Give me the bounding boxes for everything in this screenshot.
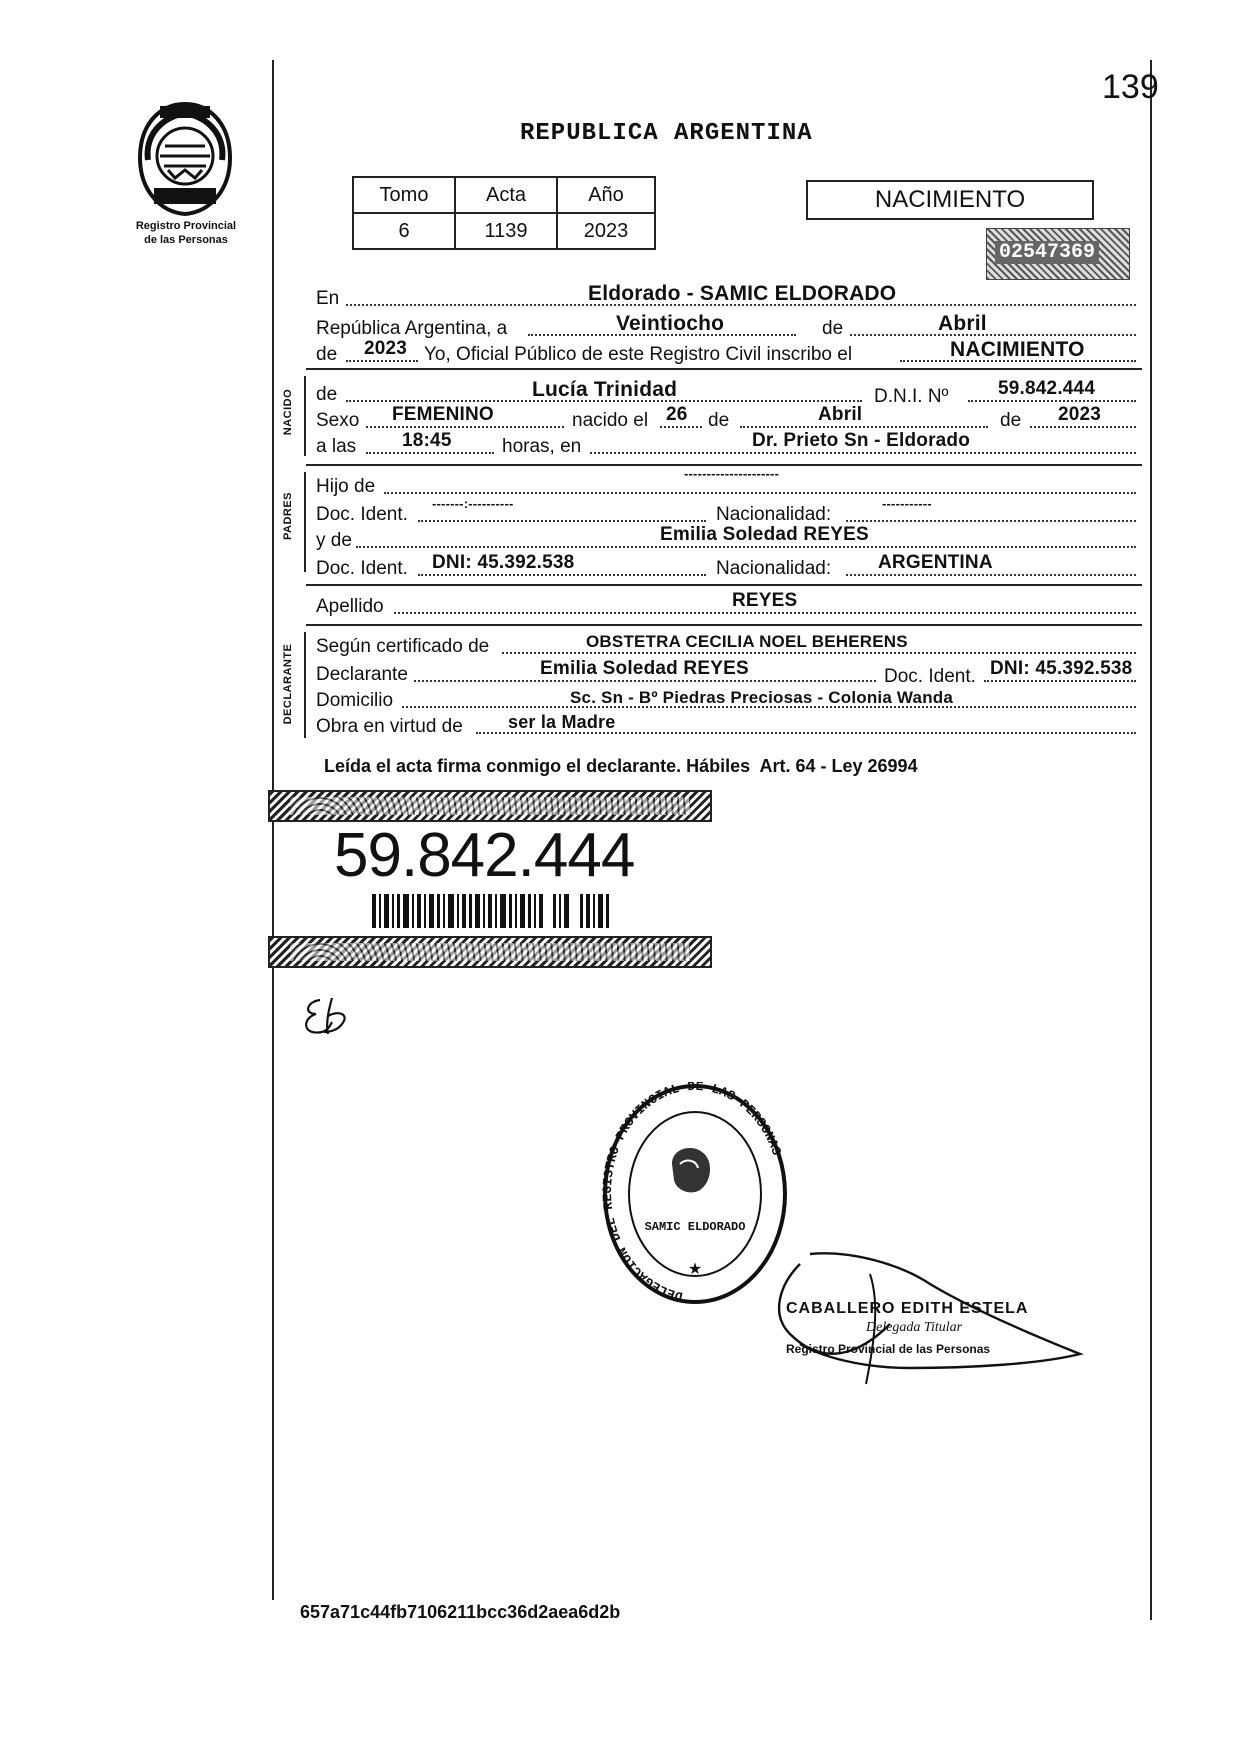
side-label-nacido: NACIDO <box>282 388 294 436</box>
label-sexo: Sexo <box>316 410 360 431</box>
value-padre: --------------------- <box>684 466 780 481</box>
side-label-padres: PADRES <box>282 491 294 541</box>
label-segun: Según certificado de <box>316 636 490 657</box>
document-hash: 657a71c44fb7106211bcc36d2aea6d2b <box>300 1602 621 1622</box>
value-dia-texto: Veintiocho <box>616 312 725 335</box>
value-tomo: 6 <box>353 213 455 249</box>
label-de-mes: de <box>822 318 844 339</box>
value-dni: 59.842.444 <box>998 378 1096 399</box>
left-margin-line <box>272 60 274 1600</box>
label-doc-ident-3: Doc. Ident. <box>884 666 976 687</box>
rule-1 <box>306 368 1142 370</box>
official-title: Delegada Titular <box>866 1320 963 1335</box>
dots-dni <box>968 400 1136 402</box>
label-yo: Yo, Oficial Público de este Registro Civil inscribo el <box>424 344 853 365</box>
value-sexo: FEMENINO <box>392 404 494 425</box>
value-padre-doc: -------:---------- <box>432 496 514 511</box>
right-margin-line <box>1150 60 1152 1620</box>
dni-big: 59.842.444 <box>334 821 635 890</box>
label-en: En <box>316 288 340 309</box>
value-anio: 2023 <box>557 213 655 249</box>
rule-4 <box>306 624 1142 626</box>
value-acta: 1139 <box>455 213 557 249</box>
value-obra: ser la Madre <box>508 712 616 732</box>
dots-hora <box>366 452 494 454</box>
value-madre-nac: ARGENTINA <box>878 552 993 573</box>
label-horas-en: horas, en <box>502 436 582 457</box>
label-hijo-de: Hijo de <box>316 476 376 497</box>
org-name-line1: Registro Provincial <box>135 220 237 232</box>
control-stamp <box>986 228 1130 280</box>
svg-text:SAMIC ELDORADO: SAMIC ELDORADO <box>644 1220 746 1234</box>
control-stamp-number: 02547369 <box>995 241 1099 264</box>
side-label-declarante: DECLARANTE <box>282 643 294 725</box>
dots-anio <box>346 360 418 362</box>
label-doc-ident-2: Doc. Ident. <box>316 558 408 579</box>
dots-mes-nac <box>740 426 988 428</box>
security-band-bottom <box>268 936 712 968</box>
official-name: CABALLERO EDITH ESTELA <box>786 1300 1029 1317</box>
dots-madre-doc <box>418 574 706 576</box>
dots-padre-doc <box>418 520 706 522</box>
header-anio: Año <box>557 177 655 213</box>
official-signature <box>770 1244 1090 1394</box>
barcode <box>372 894 612 928</box>
label-domicilio: Domicilio <box>316 690 394 711</box>
dots-certificado <box>502 652 1136 654</box>
bracket-declarante <box>304 632 306 738</box>
label-nacionalidad-2: Nacionalidad: <box>716 558 832 579</box>
value-certificado: OBSTETRA CECILIA NOEL BEHERENS <box>586 632 908 651</box>
official-seal <box>600 1082 790 1312</box>
footer-note: Leída el acta firma conmigo el declarante. Hábiles Art. 64 - Ley 26994 <box>324 756 918 776</box>
label-nacionalidad-1: Nacionalidad: <box>716 504 832 525</box>
dots-anio-nac <box>1030 426 1136 428</box>
rule-3 <box>306 584 1142 586</box>
label-obra: Obra en virtud de <box>316 716 463 737</box>
value-nombre: Lucía Trinidad <box>532 378 678 401</box>
dots-padre-nac <box>846 520 1136 522</box>
value-lugar-nac: Dr. Prieto Sn - Eldorado <box>752 430 971 451</box>
value-mes: Abril <box>938 312 987 335</box>
dots-declarante <box>414 680 876 682</box>
value-madre-doc: DNI: 45.392.538 <box>432 552 575 573</box>
province-logo <box>130 100 240 218</box>
dots-lugar-nac <box>590 452 1136 454</box>
value-apellido: REYES <box>732 590 798 611</box>
security-band-top <box>268 790 712 822</box>
dots-madre-nac <box>846 574 1136 576</box>
value-anio: 2023 <box>364 338 408 359</box>
initials-signature <box>298 992 358 1042</box>
value-anio-nac: 2023 <box>1058 404 1102 425</box>
dots-declarante-doc <box>984 680 1136 682</box>
label-de-nombre: de <box>316 384 338 405</box>
dots-padre <box>384 492 1136 494</box>
value-padre-nac: ----------- <box>882 496 932 511</box>
official-org: Registro Provincial de las Personas <box>786 1342 991 1356</box>
label-de-anio: de <box>316 344 338 365</box>
header-tomo: Tomo <box>353 177 455 213</box>
svg-text:★: ★ <box>687 1261 703 1278</box>
value-declarante-doc: DNI: 45.392.538 <box>990 658 1133 679</box>
dots-dia-nac <box>660 426 702 428</box>
label-declarante: Declarante <box>316 664 408 685</box>
doc-type-box <box>806 180 1094 220</box>
dots-sexo <box>366 426 564 428</box>
country-title: REPUBLICA ARGENTINA <box>520 120 813 147</box>
value-domicilio: Sc. Sn - Bº Piedras Preciosas - Colonia Wanda <box>570 688 954 707</box>
value-hora: 18:45 <box>402 430 452 451</box>
value-madre: Emilia Soledad REYES <box>660 524 869 545</box>
doc-type-label: NACIMIENTO <box>874 186 1026 213</box>
bracket-padres <box>304 472 306 572</box>
label-a-las: a las <box>316 436 357 457</box>
bracket-nacido <box>304 376 306 456</box>
value-dia-nac: 26 <box>666 404 688 425</box>
label-nacido-el: nacido el <box>572 410 649 431</box>
value-declarante: Emilia Soledad REYES <box>540 658 749 679</box>
value-mes-nac: Abril <box>818 404 863 425</box>
org-name-line2: de las Personas <box>144 234 228 246</box>
label-doc-ident-1: Doc. Ident. <box>316 504 408 525</box>
label-de-anio-nac: de <box>1000 410 1022 431</box>
label-de-mes-nac: de <box>708 410 730 431</box>
record-table <box>352 176 656 250</box>
value-inscripcion: NACIMIENTO <box>950 338 1085 361</box>
header-acta: Acta <box>455 177 557 213</box>
dots-apellido <box>394 612 1136 614</box>
label-dni: D.N.I. Nº <box>874 386 949 407</box>
svg-text:DELEGACION DEL REGISTRO PROVIN: DELEGACION DEL REGISTRO PROVINCIAL DE LAS PERSONAS <box>600 1082 785 1304</box>
dots-madre <box>356 546 1136 548</box>
page-number: 139 <box>1102 68 1159 106</box>
label-apellido: Apellido <box>316 596 384 617</box>
dots-mes <box>850 334 1136 336</box>
label-republica: República Argentina, a <box>316 318 508 339</box>
label-y-de: y de <box>316 530 352 551</box>
value-lugar: Eldorado - SAMIC ELDORADO <box>588 282 897 305</box>
